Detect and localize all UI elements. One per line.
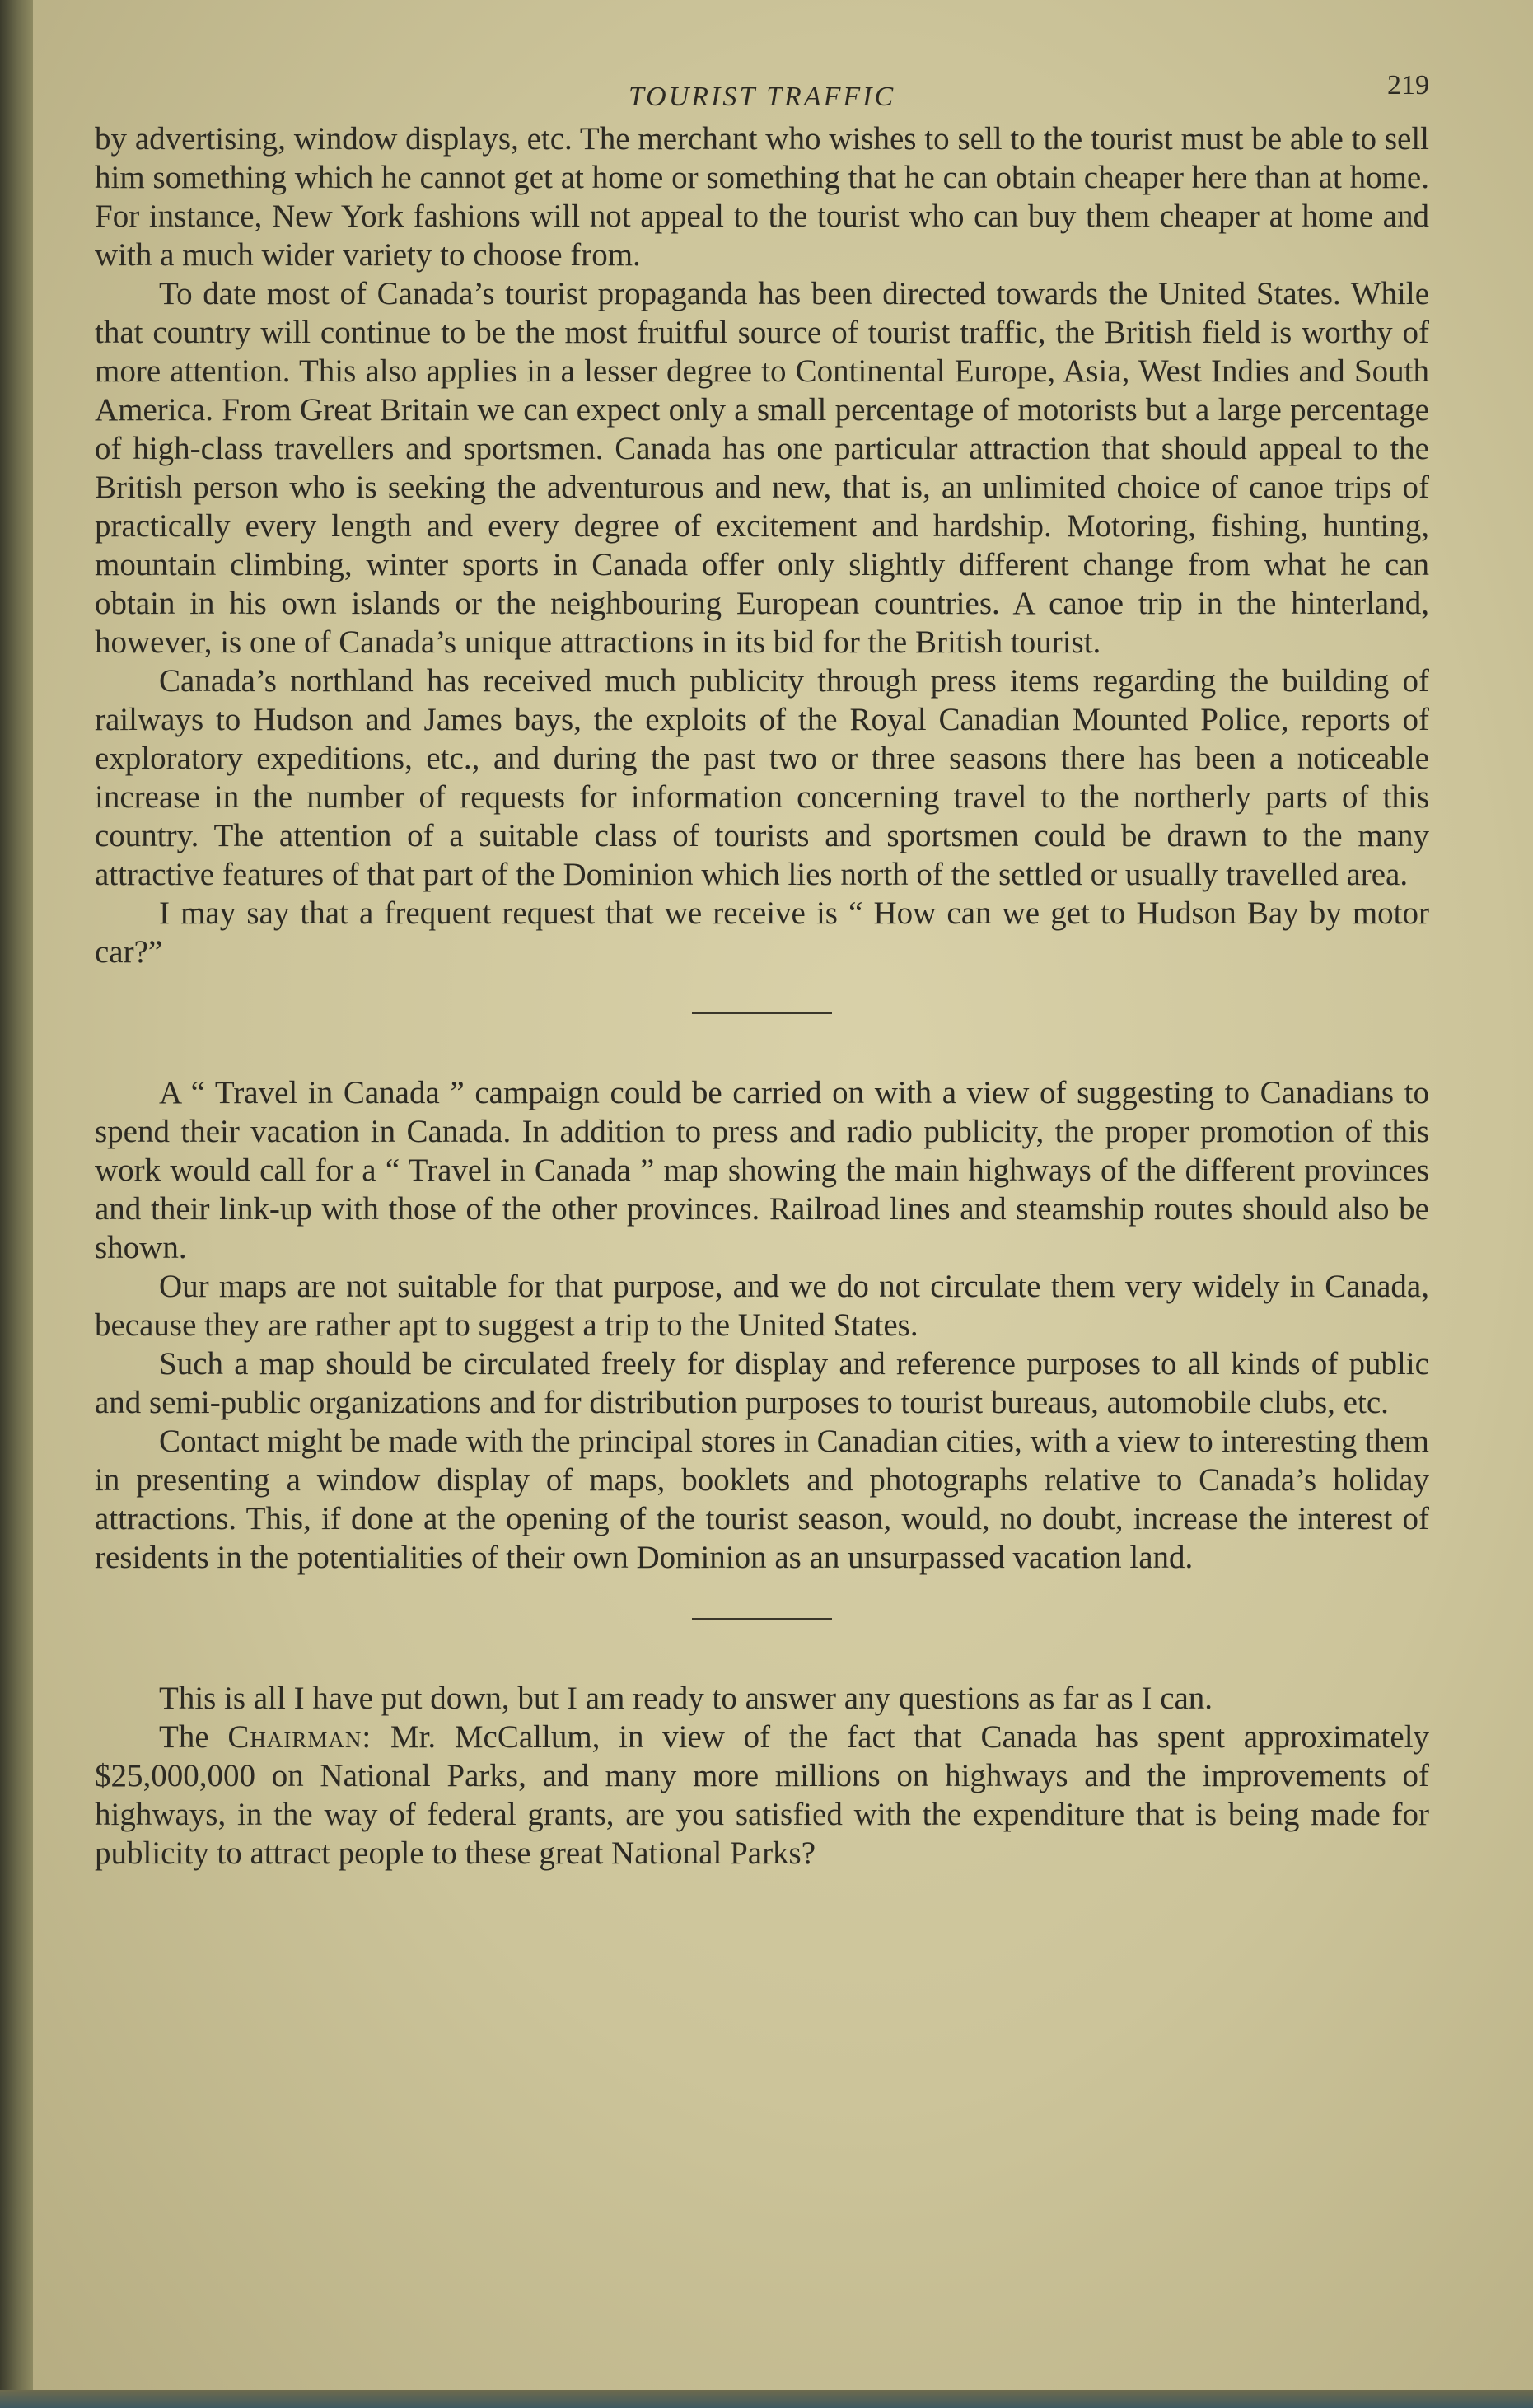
paragraph-hudson-bay: I may say that a frequent request that we receive is “ How can we get to Hudson Bay by motor car?”	[95, 895, 1429, 970]
chairman-label: Chairman:	[227, 1719, 372, 1755]
running-head	[95, 70, 1429, 119]
paragraph-chairman-question	[95, 1718, 1429, 1873]
paragraph-merchant: by advertising, window displays, etc. The merchant who wishes to sell to the tourist must be able to sell him something which he cannot get at home or something that he can obtain cheaper here than at home. For instance, New York fashions will not appeal to the tourist who can buy them cheaper at home and with a much wider variety to choose from.	[95, 121, 1429, 273]
section-divider	[692, 1012, 832, 1014]
section-tourist-advertising	[95, 119, 1429, 971]
section-travel-in-canada	[95, 1073, 1429, 1577]
page-number: 219	[1387, 70, 1429, 101]
paragraph-our-maps: Our maps are not suitable for that purpose, and we do not circulate them very widely in Canada, because they are rather apt to suggest a trip to the United States.	[95, 1269, 1429, 1343]
paragraph-northland: Canada’s northland has received much publicity through press items regarding the building of railways to Hudson and James bays, the exploits of the Royal Canadian Mounted Police, reports of exploratory expeditions, etc., and during the past two or three seasons there has been a noticeable increase in the number of requests for information concerning travel to the northerly parts of this country. The attention of a suitable class of tourists and sportsmen could be drawn to the many attractive features of that part of the Dominion which lies north of the settled or usually travelled area.	[95, 663, 1429, 892]
chairman-question-text: Mr. McCallum, in view of the fact that Canada has spent approximately $25,000,000 on National Parks, and many more millions on highways and the improvements of highways, in the way of federal grants, are you satisfied with the expenditure that is being made for publicity to attract people to these great National Parks?	[95, 1719, 1430, 1871]
section-divider	[692, 1618, 832, 1620]
paragraph-british-field: To date most of Canada’s tourist propaganda has been directed towards the United States. While that country will continue to be the most fruitful source of tourist traffic, the British field is worthy of more attention. This also applies in a lesser degree to Continental Europe, Asia, West Indies and South America. From Great Britain we can expect only a small percentage of motorists but a large percentage of high-class travellers and sportsmen. Canada has one particular attraction that should appeal to the British person who is seeking the adventurous and new, that is, an unlimited choice of canoe trips of practically every length and every degree of excitement and hardship. Motoring, fishing, hunting, mountain climbing, winter sports in Canada offer only slightly different change from what he can obtain in his own islands or the neighbouring European countries. A canoe trip in the hinterland, however, is one of Canada’s unique attractions in its bid for the British tourist.	[95, 276, 1429, 660]
chairman-intro: The	[159, 1719, 209, 1755]
paragraph-closing-remark: This is all I have put down, but I am ready to answer any questions as far as I can.	[159, 1681, 1213, 1716]
book-page	[33, 0, 1533, 2390]
paragraph-map-circulation: Such a map should be circulated freely for display and reference purposes to all kinds of public and semi-public organizations and for distribution purposes to tourist bureaus, automobile clubs, etc.	[95, 1346, 1429, 1420]
book-binding	[0, 0, 33, 2408]
page-bottom-edge	[0, 2390, 1533, 2408]
page-content	[95, 70, 1429, 1873]
paragraph-campaign: A “ Travel in Canada ” campaign could be carried on with a view of suggesting to Canadians to spend their vacation in Canada. In addition to press and radio publicity, the proper promotion of this work would call for a “ Travel in Canada ” map showing the main highways of the different provinces and their link-up with those of the other provinces. Railroad lines and steamship routes should also be shown.	[95, 1075, 1429, 1265]
running-title: TOURIST TRAFFIC	[628, 82, 896, 112]
paragraph-stores-contact: Contact might be made with the principal stores in Canadian cities, with a view to interesting them in presenting a window display of maps, booklets and photographs relative to Canada’s holiday attractions. This, if done at the opening of the tourist season, would, no doubt, increase the interest of residents in the potentialities of their own Dominion as an unsurpassed vacation land.	[95, 1424, 1429, 1575]
section-closing	[95, 1679, 1429, 1873]
